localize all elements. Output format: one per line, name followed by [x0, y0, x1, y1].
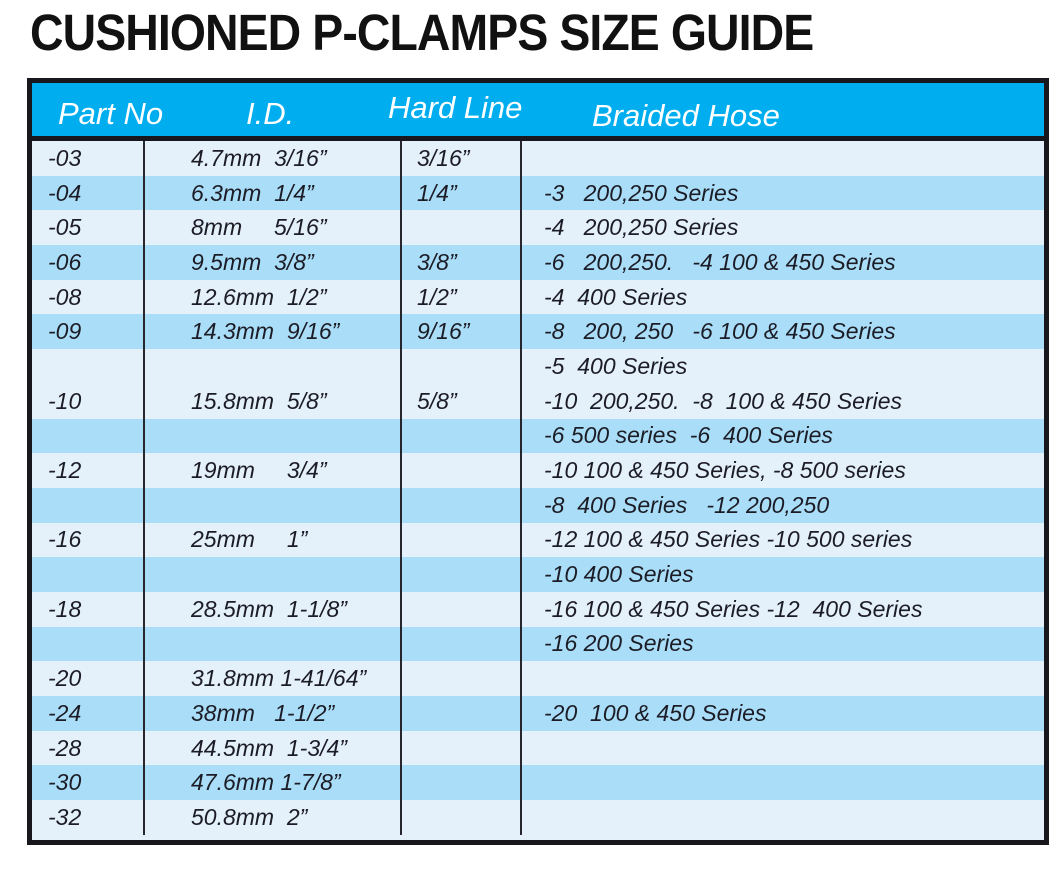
- cell-text: 44.5mm 1-3/4”: [191, 734, 347, 761]
- cell-text: 1/4”: [417, 179, 457, 206]
- hard-line-cell: [402, 176, 522, 211]
- cell-text: [191, 419, 400, 454]
- braided-hose-cell: [522, 800, 1044, 835]
- cell-text: [48, 627, 143, 662]
- id-cell: [145, 523, 402, 558]
- cell-text: [417, 488, 520, 523]
- cell-text: -10 100 & 450 Series, -8 500 series: [544, 457, 906, 484]
- id-cell: [145, 245, 402, 280]
- braided-hose-cell: [522, 488, 1044, 523]
- part-no-cell: [32, 696, 145, 731]
- cell-text: [191, 627, 400, 662]
- braided-hose-cell: [522, 592, 1044, 627]
- id-cell: [145, 314, 402, 349]
- part-no-cell: [32, 488, 145, 523]
- table-row: [32, 661, 1044, 696]
- cell-text: 25mm 1”: [191, 526, 308, 553]
- cell-text: [417, 696, 520, 731]
- table-row: [32, 696, 1044, 731]
- table-row: [32, 523, 1044, 558]
- braided-hose-cell: [522, 419, 1044, 454]
- hard-line-cell: [402, 765, 522, 800]
- column-header-part-no: Part No: [58, 96, 164, 131]
- id-cell: [145, 488, 402, 523]
- cell-text: [48, 557, 143, 592]
- cell-text: 3/16”: [417, 144, 470, 171]
- part-no-cell: [32, 661, 145, 696]
- part-no-cell: [32, 245, 145, 280]
- hard-line-cell: [402, 280, 522, 315]
- braided-hose-cell: [522, 661, 1044, 696]
- cell-text: -4 200,250 Series: [544, 214, 739, 241]
- table-row: [32, 557, 1044, 592]
- cell-text: -20: [48, 665, 82, 692]
- cell-text: [417, 557, 520, 592]
- braided-hose-cell: [522, 453, 1044, 488]
- braided-hose-cell: [522, 349, 1044, 418]
- part-no-cell: [32, 627, 145, 662]
- cell-text: -6 500 series -6 400 Series: [544, 422, 833, 449]
- part-no-cell: [32, 419, 145, 454]
- part-no-cell: [32, 523, 145, 558]
- cell-text: -12 100 & 450 Series -10 500 series: [544, 526, 913, 553]
- cell-text: -28: [48, 734, 82, 761]
- part-no-cell: [32, 314, 145, 349]
- braided-hose-cell: [522, 765, 1044, 800]
- part-no-cell: [32, 349, 145, 418]
- braided-hose-cell: [522, 141, 1044, 176]
- cell-text: [544, 661, 1044, 696]
- cell-text: 14.3mm 9/16”: [191, 318, 340, 345]
- id-cell: [145, 419, 402, 454]
- id-cell: [145, 141, 402, 176]
- cell-text: -03: [48, 144, 82, 171]
- cell-text: 8mm 5/16”: [191, 214, 327, 241]
- table-row: [32, 453, 1044, 488]
- cell-text: -08: [48, 283, 82, 310]
- hard-line-cell: [402, 731, 522, 766]
- cell-text: [544, 800, 1044, 835]
- cell-text: [544, 731, 1044, 766]
- cell-text: 19mm 3/4”: [191, 457, 327, 484]
- cell-text: [417, 419, 520, 454]
- hard-line-cell: [402, 488, 522, 523]
- cell-text: -12: [48, 457, 82, 484]
- table-row: [32, 245, 1044, 280]
- cell-text: -16: [48, 526, 82, 553]
- braided-hose-cell: [522, 557, 1044, 592]
- cell-text: 6.3mm 1/4”: [191, 179, 314, 206]
- id-cell: [145, 627, 402, 662]
- hard-line-cell: [402, 141, 522, 176]
- braided-hose-cell: [522, 210, 1044, 245]
- cell-text: [417, 765, 520, 800]
- part-no-cell: [32, 210, 145, 245]
- id-cell: [145, 592, 402, 627]
- hard-line-cell: [402, 592, 522, 627]
- hard-line-cell: [402, 245, 522, 280]
- cell-text: 4.7mm 3/16”: [191, 144, 327, 171]
- id-cell: [145, 731, 402, 766]
- cell-text: 3/8”: [417, 248, 457, 275]
- cell-text: -10 200,250. -8 100 & 450 Series: [544, 387, 903, 414]
- table-row: [32, 488, 1044, 523]
- cell-text: -5 400 Series: [544, 352, 688, 379]
- size-guide-table: [27, 78, 1049, 845]
- cell-text: [417, 592, 520, 627]
- table-row: [32, 349, 1044, 418]
- cell-text: [191, 557, 400, 592]
- part-no-cell: [32, 280, 145, 315]
- table-row: [32, 731, 1044, 766]
- cell-text: -20 100 & 450 Series: [544, 699, 767, 726]
- cell-text: [191, 488, 400, 523]
- part-no-cell: [32, 557, 145, 592]
- cell-text: 47.6mm 1-7/8”: [191, 769, 341, 796]
- column-header-id: I.D.: [246, 96, 295, 131]
- cell-text: -3 200,250 Series: [544, 179, 739, 206]
- cell-text: [417, 210, 520, 245]
- id-cell: [145, 765, 402, 800]
- cell-text: -05: [48, 214, 82, 241]
- cell-text: 9/16”: [417, 318, 470, 345]
- cell-text: 1/2”: [417, 283, 457, 310]
- cell-text: 5/8”: [417, 387, 457, 414]
- table-row: [32, 765, 1044, 800]
- cell-text: [48, 419, 143, 454]
- cell-text: -8 400 Series -12 200,250: [544, 491, 830, 518]
- hard-line-cell: [402, 453, 522, 488]
- id-cell: [145, 349, 402, 418]
- id-cell: [145, 661, 402, 696]
- cell-text: [417, 627, 520, 662]
- cell-text: [544, 765, 1044, 800]
- braided-hose-cell: [522, 176, 1044, 211]
- cell-text: -10: [48, 387, 82, 414]
- cell-text: 38mm 1-1/2”: [191, 699, 335, 726]
- cell-text: 9.5mm 3/8”: [191, 248, 314, 275]
- cell-text: -6 200,250. -4 100 & 450 Series: [544, 248, 896, 275]
- id-cell: [145, 453, 402, 488]
- id-cell: [145, 800, 402, 835]
- cell-text: 28.5mm 1-1/8”: [191, 595, 347, 622]
- cell-text: -4 400 Series: [544, 283, 688, 310]
- cell-text: -8 200, 250 -6 100 & 450 Series: [544, 318, 896, 345]
- hard-line-cell: [402, 523, 522, 558]
- hard-line-cell: [402, 349, 522, 418]
- hard-line-cell: [402, 314, 522, 349]
- cell-text: -16 200 Series: [544, 630, 694, 657]
- hard-line-cell: [402, 696, 522, 731]
- hard-line-cell: [402, 661, 522, 696]
- hard-line-cell: [402, 210, 522, 245]
- part-no-cell: [32, 731, 145, 766]
- column-header-hard-line: Hard Line: [388, 90, 523, 125]
- cell-text: [417, 731, 520, 766]
- id-cell: [145, 696, 402, 731]
- id-cell: [145, 176, 402, 211]
- part-no-cell: [32, 765, 145, 800]
- table-row: [32, 280, 1044, 315]
- column-header-braided-hose: Braided Hose: [592, 98, 780, 133]
- braided-hose-cell: [522, 245, 1044, 280]
- braided-hose-cell: [522, 314, 1044, 349]
- cell-text: -16 100 & 450 Series -12 400 Series: [544, 595, 923, 622]
- hard-line-cell: [402, 627, 522, 662]
- cell-text: [417, 800, 520, 835]
- braided-hose-cell: [522, 523, 1044, 558]
- cell-text: [417, 523, 520, 558]
- cell-text: -06: [48, 248, 82, 275]
- id-cell: [145, 557, 402, 592]
- table-row: [32, 800, 1044, 835]
- part-no-cell: [32, 592, 145, 627]
- table-row: [32, 627, 1044, 662]
- table-body: [32, 141, 1044, 835]
- cell-text: -24: [48, 699, 82, 726]
- hard-line-cell: [402, 557, 522, 592]
- cell-text: -09: [48, 318, 82, 345]
- braided-hose-cell: [522, 627, 1044, 662]
- page-title: CUSHIONED P-CLAMPS SIZE GUIDE: [30, 4, 814, 61]
- cell-text: [48, 488, 143, 523]
- braided-hose-cell: [522, 696, 1044, 731]
- cell-text: -32: [48, 803, 82, 830]
- table-row: [32, 141, 1044, 176]
- cell-text: -18: [48, 595, 82, 622]
- table-row: [32, 419, 1044, 454]
- cell-text: [544, 141, 1044, 176]
- cell-text: 12.6mm 1/2”: [191, 283, 327, 310]
- part-no-cell: [32, 800, 145, 835]
- cell-text: [417, 453, 520, 488]
- table-row: [32, 210, 1044, 245]
- part-no-cell: [32, 141, 145, 176]
- cell-text: -30: [48, 769, 82, 796]
- cell-text: 31.8mm 1-41/64”: [191, 665, 367, 692]
- table-header: [32, 83, 1044, 141]
- braided-hose-cell: [522, 280, 1044, 315]
- id-cell: [145, 280, 402, 315]
- cell-text: [417, 661, 520, 696]
- cell-text: -10 400 Series: [544, 561, 694, 588]
- cell-text: -04: [48, 179, 82, 206]
- table-row: [32, 592, 1044, 627]
- cell-text: 50.8mm 2”: [191, 803, 308, 830]
- table-row: [32, 314, 1044, 349]
- id-cell: [145, 210, 402, 245]
- part-no-cell: [32, 176, 145, 211]
- cell-text: 15.8mm 5/8”: [191, 387, 327, 414]
- table-row: [32, 176, 1044, 211]
- braided-hose-cell: [522, 731, 1044, 766]
- hard-line-cell: [402, 419, 522, 454]
- part-no-cell: [32, 453, 145, 488]
- hard-line-cell: [402, 800, 522, 835]
